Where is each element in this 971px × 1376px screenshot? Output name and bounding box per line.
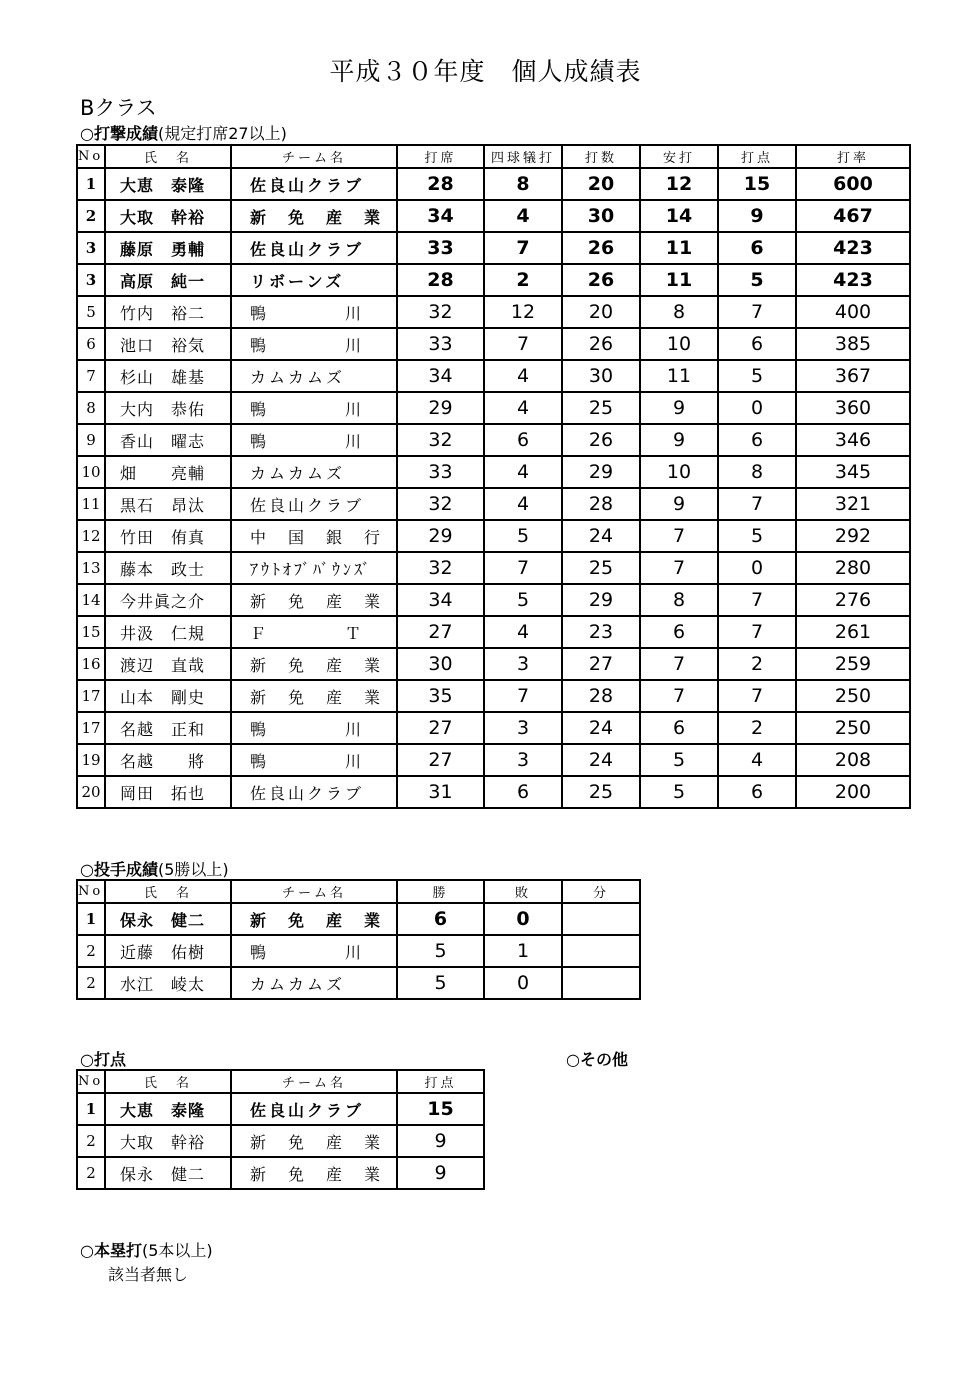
- batting-cell-bb: 7: [484, 552, 562, 584]
- batting-cell-team: 鴨 川: [231, 392, 397, 424]
- batting-header-4: 四球犠打: [484, 145, 562, 168]
- batting-row: [77, 200, 910, 232]
- batting-row: [77, 360, 910, 392]
- batting-cell-no: 15: [77, 616, 105, 648]
- rbi-cell-rbi: 15: [397, 1093, 484, 1125]
- pitching-header-4: 敗: [484, 880, 562, 903]
- batting-cell-no: 3: [77, 264, 105, 296]
- pitching-cell-d: [562, 967, 640, 999]
- batting-cell-rbi: 6: [718, 328, 796, 360]
- batting-cell-no: 12: [77, 520, 105, 552]
- batting-cell-name: 畑 亮輔: [105, 456, 231, 488]
- pitching-cell-team: 新 免 産 業: [231, 903, 397, 935]
- batting-cell-ab: 28: [562, 488, 640, 520]
- pitching-cell-team: カムカムズ: [231, 967, 397, 999]
- batting-cell-no: 10: [77, 456, 105, 488]
- other-heading-text: ○その他: [566, 1050, 628, 1069]
- batting-cell-bb: 7: [484, 680, 562, 712]
- batting-cell-team: 鴨 川: [231, 328, 397, 360]
- batting-cell-pa: 34: [397, 584, 484, 616]
- batting-cell-bb: 4: [484, 200, 562, 232]
- batting-cell-avg: 259: [796, 648, 910, 680]
- batting-cell-name: 竹内 裕二: [105, 296, 231, 328]
- batting-cell-rbi: 2: [718, 648, 796, 680]
- batting-cell-rbi: 7: [718, 296, 796, 328]
- rbi-row: [77, 1157, 484, 1189]
- batting-cell-bb: 12: [484, 296, 562, 328]
- batting-cell-h: 11: [640, 232, 718, 264]
- batting-row: [77, 296, 910, 328]
- pitching-cell-w: 5: [397, 967, 484, 999]
- batting-cell-ab: 24: [562, 712, 640, 744]
- rbi-heading: [80, 1047, 126, 1070]
- batting-cell-pa: 29: [397, 520, 484, 552]
- batting-cell-pa: 30: [397, 648, 484, 680]
- batting-cell-team: 佐良山クラブ: [231, 168, 397, 200]
- batting-cell-pa: 32: [397, 488, 484, 520]
- batting-row: [77, 520, 910, 552]
- batting-cell-bb: 6: [484, 424, 562, 456]
- rbi-cell-no: 1: [77, 1093, 105, 1125]
- pitching-condition: (5勝以上): [157, 860, 229, 879]
- batting-cell-team: カムカムズ: [231, 360, 397, 392]
- pitching-cell-l: 0: [484, 967, 562, 999]
- pitching-cell-l: 1: [484, 935, 562, 967]
- batting-cell-h: 10: [640, 456, 718, 488]
- pitching-cell-d: [562, 903, 640, 935]
- batting-cell-avg: 208: [796, 744, 910, 776]
- rbi-cell-team: 新 免 産 業: [231, 1125, 397, 1157]
- batting-cell-bb: 2: [484, 264, 562, 296]
- batting-row: [77, 168, 910, 200]
- batting-cell-name: 杉山 雄基: [105, 360, 231, 392]
- batting-header-8: 打率: [796, 145, 910, 168]
- pitching-cell-name: 水江 崚太: [105, 967, 231, 999]
- pitching-header-5: 分: [562, 880, 640, 903]
- batting-cell-ab: 23: [562, 616, 640, 648]
- batting-cell-bb: 6: [484, 776, 562, 808]
- batting-header-7: 打点: [718, 145, 796, 168]
- pitching-header-0: No.: [77, 880, 105, 903]
- batting-cell-avg: 346: [796, 424, 910, 456]
- batting-cell-h: 5: [640, 776, 718, 808]
- batting-cell-ab: 26: [562, 232, 640, 264]
- rbi-cell-name: 大取 幹裕: [105, 1125, 231, 1157]
- batting-cell-avg: 360: [796, 392, 910, 424]
- batting-cell-name: 今井眞之介: [105, 584, 231, 616]
- batting-cell-avg: 423: [796, 264, 910, 296]
- batting-cell-name: 井汲 仁規: [105, 616, 231, 648]
- batting-row: [77, 680, 910, 712]
- rbi-cell-team: 佐良山クラブ: [231, 1093, 397, 1125]
- rbi-header-0: No.: [77, 1070, 105, 1093]
- batting-cell-ab: 25: [562, 776, 640, 808]
- pitching-header-1: 氏 名: [105, 880, 231, 903]
- batting-cell-h: 7: [640, 680, 718, 712]
- batting-cell-rbi: 7: [718, 488, 796, 520]
- batting-cell-rbi: 4: [718, 744, 796, 776]
- batting-cell-no: 1: [77, 168, 105, 200]
- pitching-cell-name: 保永 健二: [105, 903, 231, 935]
- pitching-cell-w: 6: [397, 903, 484, 935]
- batting-cell-h: 11: [640, 264, 718, 296]
- batting-cell-no: 16: [77, 648, 105, 680]
- batting-cell-team: 佐良山クラブ: [231, 776, 397, 808]
- batting-cell-team: 鴨 川: [231, 712, 397, 744]
- batting-cell-rbi: 7: [718, 680, 796, 712]
- homerun-heading: [80, 1238, 213, 1261]
- batting-cell-name: 黒石 昂汰: [105, 488, 231, 520]
- batting-cell-no: 14: [77, 584, 105, 616]
- batting-cell-h: 9: [640, 488, 718, 520]
- batting-row: [77, 232, 910, 264]
- batting-cell-pa: 33: [397, 456, 484, 488]
- batting-cell-name: 渡辺 直哉: [105, 648, 231, 680]
- batting-cell-rbi: 7: [718, 616, 796, 648]
- batting-cell-h: 12: [640, 168, 718, 200]
- batting-cell-ab: 27: [562, 648, 640, 680]
- rbi-heading-text: ○打点: [80, 1050, 126, 1069]
- rbi-header-2: チーム名: [231, 1070, 397, 1093]
- batting-cell-team: 鴨 川: [231, 296, 397, 328]
- batting-cell-pa: 29: [397, 392, 484, 424]
- batting-row: [77, 648, 910, 680]
- batting-cell-pa: 34: [397, 360, 484, 392]
- batting-cell-team: カムカムズ: [231, 456, 397, 488]
- batting-cell-ab: 24: [562, 520, 640, 552]
- batting-cell-team: リボーンズ: [231, 264, 397, 296]
- batting-cell-rbi: 5: [718, 264, 796, 296]
- batting-cell-no: 17: [77, 712, 105, 744]
- batting-cell-pa: 27: [397, 712, 484, 744]
- batting-cell-team: 新 免 産 業: [231, 648, 397, 680]
- batting-cell-rbi: 15: [718, 168, 796, 200]
- batting-cell-avg: 200: [796, 776, 910, 808]
- class-label: Bクラス: [80, 96, 157, 120]
- batting-cell-avg: 345: [796, 456, 910, 488]
- batting-cell-ab: 30: [562, 200, 640, 232]
- page-title: 平成３０年度 個人成績表: [329, 57, 642, 86]
- batting-cell-h: 9: [640, 392, 718, 424]
- rbi-cell-no: 2: [77, 1157, 105, 1189]
- batting-heading-text: ○打撃成績: [80, 124, 158, 143]
- batting-cell-bb: 4: [484, 456, 562, 488]
- batting-cell-name: 竹田 侑真: [105, 520, 231, 552]
- batting-cell-h: 9: [640, 424, 718, 456]
- batting-cell-team: 佐良山クラブ: [231, 232, 397, 264]
- batting-cell-rbi: 0: [718, 392, 796, 424]
- pitching-heading: [80, 857, 229, 880]
- batting-cell-pa: 27: [397, 744, 484, 776]
- rbi-row: [77, 1093, 484, 1125]
- batting-cell-pa: 33: [397, 232, 484, 264]
- batting-cell-no: 11: [77, 488, 105, 520]
- batting-row: [77, 712, 910, 744]
- batting-cell-team: 佐良山クラブ: [231, 488, 397, 520]
- batting-cell-h: 7: [640, 648, 718, 680]
- batting-row: [77, 744, 910, 776]
- batting-cell-rbi: 9: [718, 200, 796, 232]
- batting-cell-bb: 4: [484, 360, 562, 392]
- rbi-row: [77, 1125, 484, 1157]
- batting-condition: (規定打席27以上): [157, 124, 287, 143]
- batting-cell-pa: 27: [397, 616, 484, 648]
- batting-row: [77, 424, 910, 456]
- batting-cell-bb: 5: [484, 520, 562, 552]
- batting-cell-bb: 3: [484, 712, 562, 744]
- homerun-condition: (5本以上): [141, 1241, 213, 1260]
- batting-cell-rbi: 5: [718, 520, 796, 552]
- homerun-note: 該当者無し: [108, 1265, 189, 1284]
- batting-cell-avg: 250: [796, 680, 910, 712]
- rbi-cell-name: 大恵 泰隆: [105, 1093, 231, 1125]
- batting-cell-h: 10: [640, 328, 718, 360]
- batting-header-1: 氏 名: [105, 145, 231, 168]
- batting-cell-no: 2: [77, 200, 105, 232]
- batting-cell-name: 池口 裕気: [105, 328, 231, 360]
- pitching-row: [77, 935, 640, 967]
- batting-row: [77, 264, 910, 296]
- batting-header-6: 安打: [640, 145, 718, 168]
- batting-cell-name: 名越 將: [105, 744, 231, 776]
- pitching-header-3: 勝: [397, 880, 484, 903]
- batting-cell-team: ｱｳﾄｵﾌﾞﾊﾞｳﾝｽﾞ: [231, 552, 397, 584]
- batting-cell-name: 大内 恭佑: [105, 392, 231, 424]
- batting-cell-no: 17: [77, 680, 105, 712]
- batting-cell-name: 藤原 勇輔: [105, 232, 231, 264]
- rbi-header-1: 氏 名: [105, 1070, 231, 1093]
- batting-cell-rbi: 6: [718, 776, 796, 808]
- batting-cell-bb: 3: [484, 744, 562, 776]
- batting-cell-rbi: 0: [718, 552, 796, 584]
- batting-cell-rbi: 5: [718, 360, 796, 392]
- batting-cell-name: 高原 純一: [105, 264, 231, 296]
- batting-cell-avg: 261: [796, 616, 910, 648]
- pitching-table: [76, 879, 641, 1000]
- batting-cell-no: 19: [77, 744, 105, 776]
- pitching-cell-d: [562, 935, 640, 967]
- batting-row: [77, 328, 910, 360]
- homerun-heading-text: ○本塁打: [80, 1241, 142, 1260]
- batting-cell-ab: 26: [562, 328, 640, 360]
- batting-row: [77, 552, 910, 584]
- batting-cell-team: Ｆ Ｔ: [231, 616, 397, 648]
- batting-cell-pa: 32: [397, 296, 484, 328]
- pitching-cell-name: 近藤 佑樹: [105, 935, 231, 967]
- batting-cell-avg: 400: [796, 296, 910, 328]
- batting-cell-h: 11: [640, 360, 718, 392]
- batting-row: [77, 616, 910, 648]
- batting-cell-team: 新 免 産 業: [231, 584, 397, 616]
- batting-cell-team: 中 国 銀 行: [231, 520, 397, 552]
- batting-cell-bb: 8: [484, 168, 562, 200]
- batting-cell-pa: 33: [397, 328, 484, 360]
- batting-header-0: No.: [77, 145, 105, 168]
- batting-cell-no: 20: [77, 776, 105, 808]
- batting-cell-avg: 321: [796, 488, 910, 520]
- batting-cell-bb: 5: [484, 584, 562, 616]
- batting-cell-pa: 32: [397, 424, 484, 456]
- batting-cell-name: 名越 正和: [105, 712, 231, 744]
- batting-cell-pa: 35: [397, 680, 484, 712]
- batting-cell-team: 新 免 産 業: [231, 200, 397, 232]
- batting-cell-avg: 292: [796, 520, 910, 552]
- batting-cell-no: 9: [77, 424, 105, 456]
- batting-cell-team: 鴨 川: [231, 424, 397, 456]
- batting-cell-bb: 4: [484, 488, 562, 520]
- batting-header-2: チーム名: [231, 145, 397, 168]
- batting-row: [77, 488, 910, 520]
- batting-cell-name: 香山 曜志: [105, 424, 231, 456]
- batting-cell-avg: 276: [796, 584, 910, 616]
- batting-cell-h: 6: [640, 616, 718, 648]
- batting-cell-rbi: 2: [718, 712, 796, 744]
- rbi-header-3: 打点: [397, 1070, 484, 1093]
- batting-cell-pa: 28: [397, 168, 484, 200]
- batting-cell-rbi: 8: [718, 456, 796, 488]
- batting-cell-team: 鴨 川: [231, 744, 397, 776]
- batting-cell-ab: 20: [562, 296, 640, 328]
- batting-cell-avg: 367: [796, 360, 910, 392]
- batting-cell-no: 3: [77, 232, 105, 264]
- batting-cell-ab: 30: [562, 360, 640, 392]
- batting-cell-h: 7: [640, 520, 718, 552]
- batting-cell-h: 14: [640, 200, 718, 232]
- pitching-cell-l: 0: [484, 903, 562, 935]
- batting-heading: [80, 121, 287, 144]
- rbi-cell-rbi: 9: [397, 1157, 484, 1189]
- batting-cell-name: 大恵 泰隆: [105, 168, 231, 200]
- batting-cell-h: 8: [640, 296, 718, 328]
- batting-cell-avg: 467: [796, 200, 910, 232]
- batting-header-3: 打席: [397, 145, 484, 168]
- batting-cell-rbi: 6: [718, 424, 796, 456]
- batting-cell-name: 岡田 拓也: [105, 776, 231, 808]
- batting-cell-no: 5: [77, 296, 105, 328]
- batting-cell-rbi: 6: [718, 232, 796, 264]
- batting-cell-ab: 25: [562, 552, 640, 584]
- batting-cell-no: 7: [77, 360, 105, 392]
- batting-cell-avg: 385: [796, 328, 910, 360]
- batting-cell-pa: 34: [397, 200, 484, 232]
- batting-cell-h: 5: [640, 744, 718, 776]
- batting-cell-pa: 32: [397, 552, 484, 584]
- pitching-heading-text: ○投手成績: [80, 860, 158, 879]
- rbi-cell-rbi: 9: [397, 1125, 484, 1157]
- batting-cell-ab: 29: [562, 584, 640, 616]
- batting-row: [77, 584, 910, 616]
- batting-cell-bb: 7: [484, 232, 562, 264]
- pitching-cell-no: 2: [77, 967, 105, 999]
- batting-header-5: 打数: [562, 145, 640, 168]
- batting-row: [77, 456, 910, 488]
- batting-cell-no: 8: [77, 392, 105, 424]
- batting-row: [77, 776, 910, 808]
- rbi-cell-no: 2: [77, 1125, 105, 1157]
- batting-cell-no: 6: [77, 328, 105, 360]
- rbi-cell-name: 保永 健二: [105, 1157, 231, 1189]
- batting-cell-pa: 28: [397, 264, 484, 296]
- batting-cell-h: 6: [640, 712, 718, 744]
- batting-cell-h: 7: [640, 552, 718, 584]
- batting-cell-ab: 26: [562, 264, 640, 296]
- batting-cell-ab: 20: [562, 168, 640, 200]
- batting-cell-name: 大取 幹裕: [105, 200, 231, 232]
- rbi-cell-team: 新 免 産 業: [231, 1157, 397, 1189]
- batting-cell-name: 藤本 政士: [105, 552, 231, 584]
- batting-cell-ab: 29: [562, 456, 640, 488]
- batting-row: [77, 392, 910, 424]
- rbi-table: [76, 1069, 485, 1190]
- batting-cell-avg: 600: [796, 168, 910, 200]
- pitching-cell-no: 2: [77, 935, 105, 967]
- batting-cell-pa: 31: [397, 776, 484, 808]
- pitching-cell-w: 5: [397, 935, 484, 967]
- batting-cell-name: 山本 剛史: [105, 680, 231, 712]
- batting-cell-bb: 4: [484, 392, 562, 424]
- pitching-header-2: チーム名: [231, 880, 397, 903]
- batting-cell-avg: 280: [796, 552, 910, 584]
- other-heading: [566, 1047, 628, 1070]
- batting-cell-rbi: 7: [718, 584, 796, 616]
- batting-cell-ab: 26: [562, 424, 640, 456]
- pitching-row: [77, 967, 640, 999]
- batting-cell-bb: 3: [484, 648, 562, 680]
- batting-cell-avg: 423: [796, 232, 910, 264]
- pitching-cell-no: 1: [77, 903, 105, 935]
- batting-cell-bb: 4: [484, 616, 562, 648]
- batting-cell-ab: 25: [562, 392, 640, 424]
- batting-cell-bb: 7: [484, 328, 562, 360]
- pitching-row: [77, 903, 640, 935]
- batting-cell-h: 8: [640, 584, 718, 616]
- batting-cell-ab: 24: [562, 744, 640, 776]
- batting-cell-ab: 28: [562, 680, 640, 712]
- batting-cell-avg: 250: [796, 712, 910, 744]
- batting-cell-no: 13: [77, 552, 105, 584]
- batting-table: [76, 144, 911, 809]
- pitching-cell-team: 鴨 川: [231, 935, 397, 967]
- batting-cell-team: 新 免 産 業: [231, 680, 397, 712]
